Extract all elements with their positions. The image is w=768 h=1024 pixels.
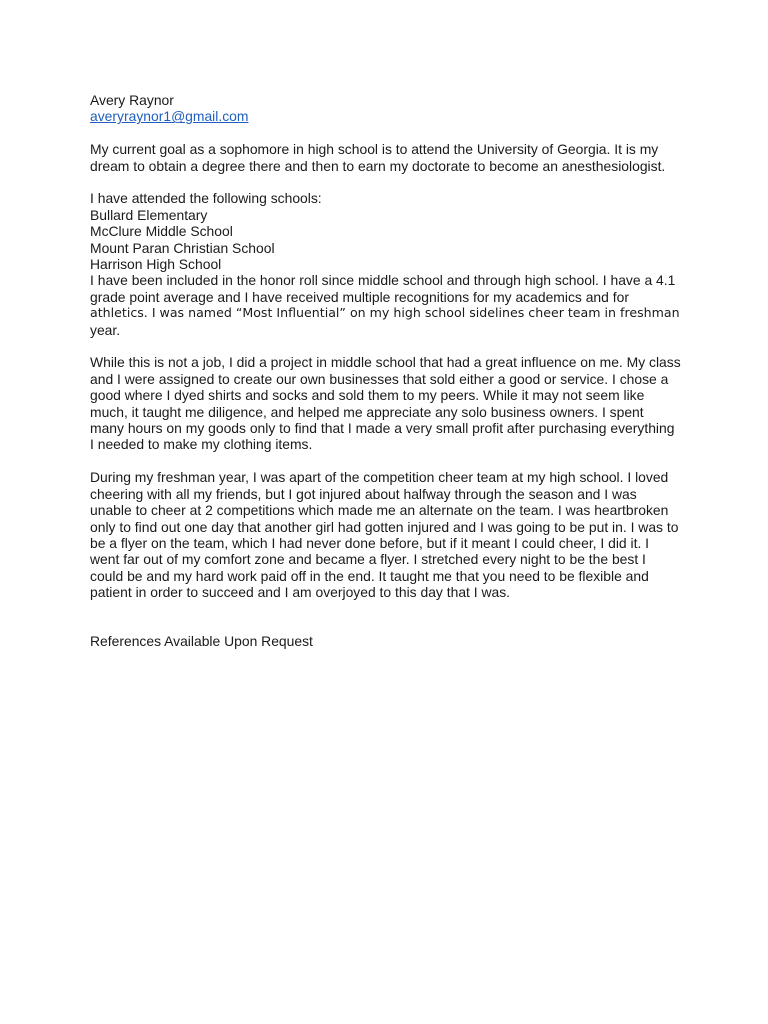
schools-section — [90, 190, 688, 272]
honors-line: grade point average and I have received multiple recognitions for my academics and for — [90, 288, 629, 305]
references-note: References Available Upon Request — [90, 633, 313, 650]
project-line: much, it taught me diligence, and helped me appreciate any solo business owners. I spent — [90, 403, 644, 420]
project-line: I needed to make my clothing items. — [90, 436, 313, 453]
goal-line: My current goal as a sophomore in high school is to attend the University of Georgia. It is my — [90, 141, 659, 158]
cheer-line: be a flyer on the team, which I had never done before, but if it meant I could cheer, I did it. I — [90, 534, 650, 551]
honors-paragraph — [90, 272, 688, 338]
project-paragraph — [90, 354, 688, 452]
cheer-line: During my freshman year, I was apart of the competition cheer team at my high school. I loved — [90, 469, 669, 486]
honors-line: athletics. I was named “Most Influential” on my high school sidelines cheer team in freshman — [90, 305, 680, 321]
school-item: McClure Middle School — [90, 223, 233, 240]
honors-line: I have been included in the honor roll since middle school and through high school. I have a 4.1 — [90, 272, 676, 289]
cheer-line: patient in order to succeed and I am overjoyed to this day that I was. — [90, 584, 511, 601]
project-line: While this is not a job, I did a project in middle school that had a great influence on me. My class — [90, 354, 681, 371]
goal-paragraph — [90, 141, 688, 174]
honors-line: year. — [90, 321, 121, 338]
cheer-line: went far out of my comfort zone and became a flyer. I stretched every night to be the best I — [90, 551, 646, 568]
project-line: and I were assigned to create our own businesses that sold either a good or service. I chose a — [90, 370, 669, 387]
school-item: Bullard Elementary — [90, 206, 208, 223]
school-item: Harrison High School — [90, 256, 222, 273]
cheer-line: only to find out one day that another girl had gotten injured and I was going to be put in. I was to — [90, 518, 679, 535]
goal-line: dream to obtain a degree there and then to earn my doctorate to become an anesthesiologist. — [90, 157, 666, 174]
project-line: many hours on my goods only to find that I made a very small profit after purchasing everything — [90, 420, 675, 437]
cheer-paragraph — [90, 469, 688, 600]
email-link[interactable]: averyraynor1@gmail.com — [90, 108, 249, 125]
cheer-line: cheering with all my friends, but I got injured about halfway through the season and I was — [90, 485, 637, 502]
school-item: Mount Paran Christian School — [90, 239, 275, 256]
cheer-line: unable to cheer at 2 competitions which made me an alternate on the team. I was heartbroken — [90, 502, 669, 519]
cheer-line: could be and my hard work paid off in the end. It taught me that you need to be flexible and — [90, 567, 649, 584]
schools-intro: I have attended the following schools: — [90, 190, 322, 207]
author-name: Avery Raynor — [90, 92, 174, 108]
project-line: good where I dyed shirts and socks and sold them to my peers. While it may not seem like — [90, 387, 645, 404]
